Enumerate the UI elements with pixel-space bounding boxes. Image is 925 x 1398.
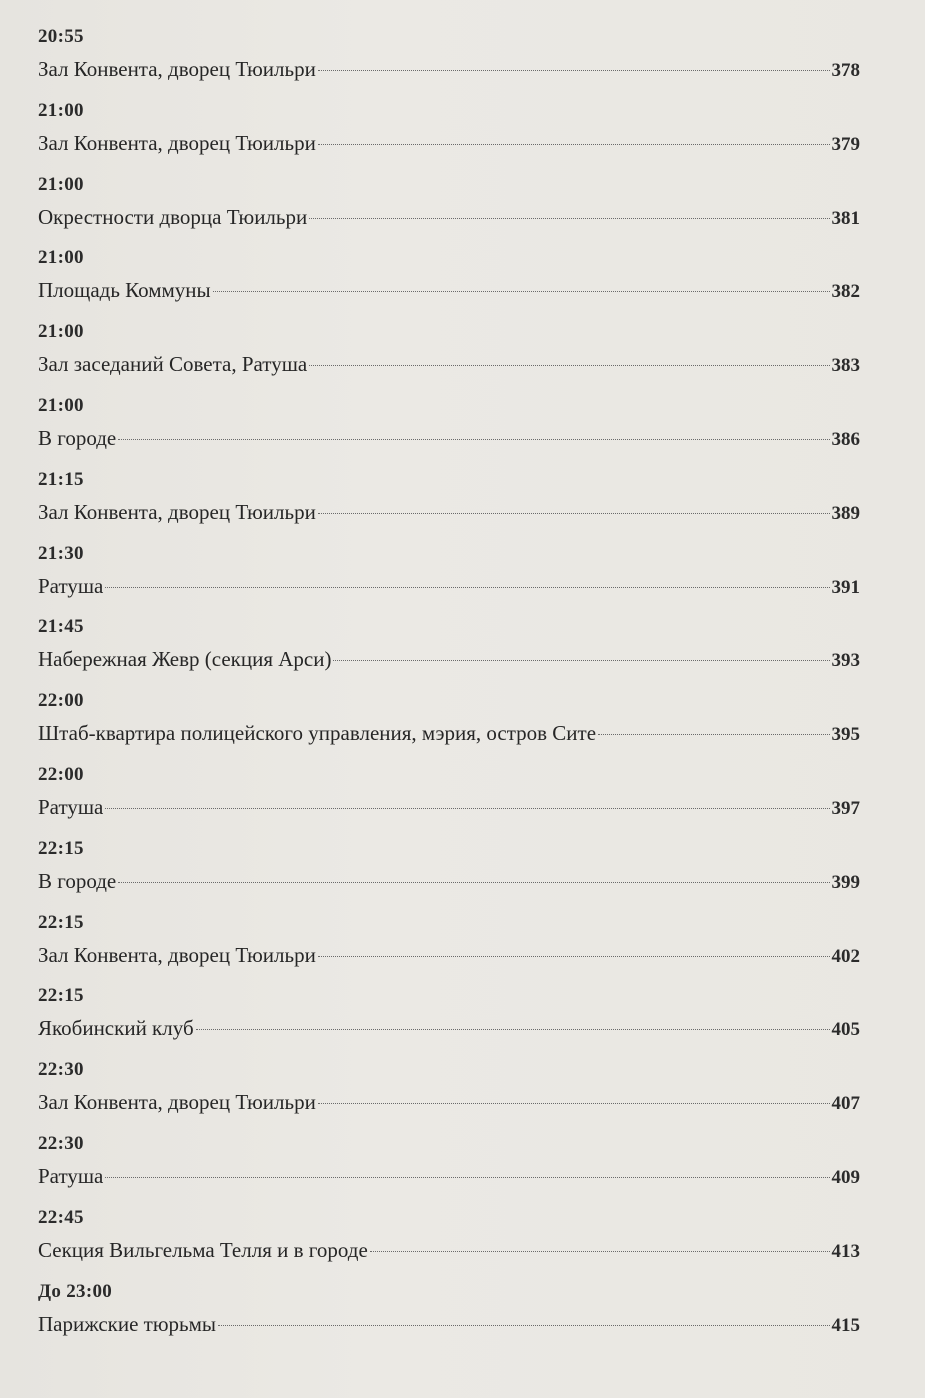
toc-entry-title: В городе: [38, 425, 117, 450]
dot-leader: [105, 587, 829, 588]
toc-entry-page-number: 381: [831, 207, 860, 229]
dot-leader: [309, 365, 829, 366]
toc-entry-title: Штаб-квартира полицейского управления, мэрия, остров Сите: [38, 721, 597, 746]
toc-entry-time: 22:30: [38, 1059, 84, 1081]
toc-entry: [38, 1057, 860, 1131]
toc-entry-page-number: 405: [831, 1019, 860, 1041]
toc-entry-page-number: 399: [831, 871, 860, 893]
toc-entry-time: 20:55: [38, 26, 84, 47]
toc-entry: [38, 541, 860, 615]
toc-entry-title: Площадь Коммуны: [38, 278, 211, 303]
toc-entry-time: 21:00: [38, 247, 84, 269]
dot-leader: [318, 956, 830, 957]
toc-entry: [38, 836, 860, 910]
toc-entry-time: 22:30: [38, 1132, 84, 1154]
toc-entry-page-number: 395: [831, 724, 860, 746]
toc-entry-page-number: 413: [831, 1240, 860, 1262]
toc-entry-page-number: 383: [831, 355, 860, 377]
toc-entry-line: [38, 942, 860, 970]
toc-entry: [38, 983, 860, 1057]
toc-entry-title: Зал Конвента, дворец Тюильри: [38, 499, 316, 524]
toc-entry-title: Зал Конвента, дворец Тюильри: [38, 57, 316, 81]
toc-entry-page-number: 386: [831, 428, 860, 450]
toc-entry-title: Набережная Жевр (секция Арси): [38, 647, 332, 672]
dot-leader: [318, 513, 830, 514]
toc-entry: [38, 910, 860, 984]
toc-entry-title: Ратуша: [38, 794, 104, 819]
toc-entry-line: [38, 794, 860, 822]
toc-entry: [38, 172, 860, 246]
toc-entry-title: Ратуша: [38, 1163, 104, 1188]
dot-leader: [118, 882, 829, 883]
toc-entry-page-number: 407: [831, 1093, 860, 1115]
toc-entry-page-number: 409: [831, 1166, 860, 1188]
toc-entry: [38, 245, 860, 319]
toc-entry-line: [38, 720, 860, 748]
toc-entry-page-number: 415: [831, 1314, 860, 1336]
toc-entry-time: 22:45: [38, 1206, 84, 1228]
toc-entry-time: 21:15: [38, 468, 84, 490]
toc-entry-title: Окрестности дворца Тюильри: [38, 204, 308, 229]
toc-entry-time: 21:00: [38, 173, 84, 195]
toc-entry-title: Секция Вильгельма Телля и в городе: [38, 1237, 368, 1262]
dot-leader: [318, 1103, 830, 1104]
toc-entry-title: Зал Конвента, дворец Тюильри: [38, 942, 316, 967]
toc-entry-page-number: 402: [831, 945, 860, 967]
toc-entry-line: [38, 1015, 860, 1043]
toc-entry: [38, 319, 860, 393]
toc-entry-page-number: 393: [831, 650, 860, 672]
toc-entry-time: 22:00: [38, 690, 84, 712]
toc-entry: [38, 614, 860, 688]
toc-entry: [38, 467, 860, 541]
toc-entry-line: [38, 204, 860, 232]
toc-entry-line: [38, 425, 860, 453]
toc-entry-time: 21:45: [38, 616, 84, 638]
toc-entry-time: 22:15: [38, 985, 84, 1007]
toc-entry-line: [38, 868, 860, 896]
toc-entry: [38, 1131, 860, 1205]
toc-entry-title: Ратуша: [38, 573, 104, 598]
toc-entry-time: До 23:00: [38, 1280, 113, 1302]
toc-entry: [38, 393, 860, 467]
toc-entry-time: 21:00: [38, 321, 84, 343]
toc-entry-line: [38, 1163, 860, 1191]
toc-entry-line: [38, 351, 860, 379]
toc-entry: [38, 1279, 860, 1353]
dot-leader: [318, 144, 830, 145]
toc-entry-line: [38, 646, 860, 674]
toc-entry-page-number: 397: [831, 797, 860, 819]
toc-entry-page-number: 379: [831, 133, 860, 155]
toc-entry-title: Зал заседаний Совета, Ратуша: [38, 352, 308, 377]
toc-entry-line: [38, 277, 860, 305]
dot-leader: [105, 808, 829, 809]
toc-entry-line: [38, 573, 860, 601]
toc-entry-line: [38, 499, 860, 527]
dot-leader: [598, 734, 829, 735]
toc-entry-time: 22:15: [38, 837, 84, 859]
toc-entry-time: 21:30: [38, 542, 84, 564]
toc-entry-line: [38, 1237, 860, 1265]
dot-leader: [213, 291, 830, 292]
dot-leader: [218, 1325, 829, 1326]
toc-entry: [38, 1205, 860, 1279]
toc-entry-title: Парижские тюрьмы: [38, 1311, 217, 1336]
dot-leader: [105, 1177, 829, 1178]
toc-entry: [38, 98, 860, 172]
dot-leader: [196, 1029, 830, 1030]
toc-entry: [38, 24, 860, 98]
toc-entry-time: 22:00: [38, 763, 84, 785]
dot-leader: [370, 1251, 830, 1252]
dot-leader: [318, 70, 830, 71]
toc-entry-line: [38, 1311, 860, 1339]
toc-entry-title: Зал Конвента, дворец Тюильри: [38, 130, 316, 155]
toc-entry-title: Якобинский клуб: [38, 1016, 194, 1041]
dot-leader: [333, 660, 829, 661]
dot-leader: [309, 218, 829, 219]
toc-entry: [38, 688, 860, 762]
toc-entry-page-number: 378: [831, 60, 860, 81]
toc-entry-page-number: 382: [831, 281, 860, 303]
toc-entry-line: [38, 1089, 860, 1117]
toc-entry-time: 21:00: [38, 99, 84, 121]
toc-entry-line: [38, 56, 860, 84]
toc-entry: [38, 762, 860, 836]
toc-entry-page-number: 389: [831, 502, 860, 524]
toc-entry-time: 22:15: [38, 911, 84, 933]
toc-entry-title: Зал Конвента, дворец Тюильри: [38, 1090, 316, 1115]
toc-entry-page-number: 391: [831, 576, 860, 598]
toc-entry-line: [38, 130, 860, 158]
toc-entry-title: В городе: [38, 868, 117, 893]
table-of-contents: [38, 24, 860, 1352]
toc-entry-time: 21:00: [38, 394, 84, 416]
dot-leader: [118, 439, 829, 440]
